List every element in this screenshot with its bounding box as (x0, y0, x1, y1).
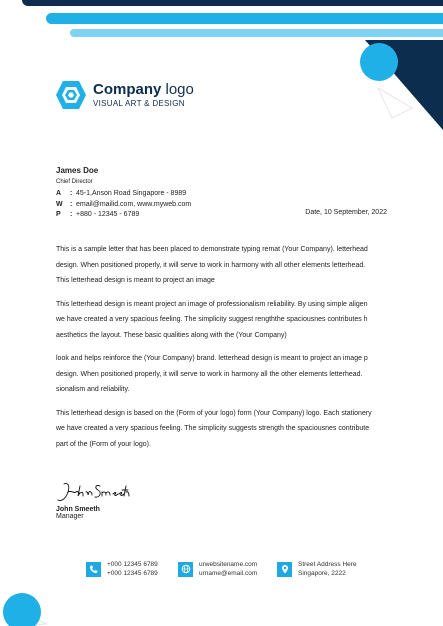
p2-line-3: aesthetics the layout. These basic qualities along with the (Your Company) (56, 331, 287, 339)
phone-key: P (56, 211, 61, 218)
sender-phone: +880 - 12345 - 6789 (76, 211, 140, 218)
footer-address (277, 560, 357, 578)
sender-title: Chief Director (56, 178, 93, 185)
white-triangle-outline (378, 88, 412, 118)
phone-icon (86, 562, 101, 577)
sender-block (56, 166, 191, 221)
logo-name: Company logo (93, 81, 194, 98)
blue-circle-top-right (360, 43, 398, 81)
hexagon-logo-icon (55, 80, 87, 110)
p4-line-3: part of the (Form of your logo). (56, 440, 151, 448)
paragraph-2 (56, 297, 388, 344)
signer-title: Manager (56, 513, 84, 520)
p2-line-1: This letterhead design is meant project an image of professionalism reliability. By using simple aligen (56, 300, 368, 308)
globe-icon (178, 562, 193, 577)
footer-website: urwebsitename.com (199, 561, 258, 568)
p4-line-2: we have created a very spacious feeling. The simplicity suggests strength the spaciousnes contribute (56, 425, 370, 432)
footer-phone (86, 560, 158, 578)
p3-line-1: look and helps reinforce the (Your Company) brand. letterhead design is meant to project an image p (56, 355, 368, 362)
blue-circle-bottom-left (3, 593, 41, 626)
letter-body (56, 242, 388, 460)
p3-line-2: design. When positioned properly, it will serve to work in harmony all the other elements letterhead. (56, 370, 363, 378)
sender-name: James Doe (56, 166, 99, 175)
address-key: A (56, 190, 62, 197)
footer-web (178, 560, 257, 578)
footer-email: urname@email.com (199, 570, 258, 577)
company-logo (55, 80, 194, 110)
sender-address-row: A : 45-1,Anson Road Singapore - 8989 (56, 189, 191, 200)
p1-line-2: design. When positioned properly, it will serve to work in harmony with all other elements letterhead. (56, 261, 366, 269)
web-key: W (56, 200, 63, 208)
logo-tagline: VISUAL ART & DESIGN (93, 99, 185, 108)
signature-block (56, 480, 130, 520)
handwritten-signature (56, 480, 130, 506)
paragraph-1 (56, 242, 388, 289)
p1-line-3: This letterhead design is meant to project an image (56, 277, 215, 284)
footer-street: Street Address Here (298, 561, 357, 568)
footer-phone-2: +000 12345 6789 (107, 570, 158, 577)
sender-phone-row: P : +880 - 12345 - 6789 (56, 210, 191, 221)
footer-city: Singapore, 2222 (298, 570, 346, 577)
p4-line-1: This letterhead design is based on the (Form of your logo) form (Your Company) logo. Each stationery (56, 409, 372, 417)
location-pin-icon (277, 562, 292, 577)
sender-web: email@mailid.com, www.myweb.com (76, 200, 192, 208)
footer-contacts (86, 560, 386, 584)
letter-date: Date, 10 September, 2022 (305, 209, 387, 216)
p3-line-3: sionalism and reliability. (56, 386, 130, 393)
sender-address: 45-1,Anson Road Singapore - 8989 (76, 190, 187, 197)
p2-line-2: we have created a very spacious feeling. The simplicity suggest rengththe spaciousnes contributes h (56, 316, 368, 323)
signer-name: John Smeeth (56, 506, 100, 513)
p1-line-1: This is a sample letter that has been placed to demonstrate typing remat (Your Company). letterhead (56, 246, 368, 253)
footer-phone-1: +000 12345 6789 (107, 561, 158, 568)
paragraph-4 (56, 406, 388, 453)
sender-web-row: W : email@mailid.com, www.myweb.com (56, 200, 191, 211)
paragraph-3 (56, 351, 388, 398)
